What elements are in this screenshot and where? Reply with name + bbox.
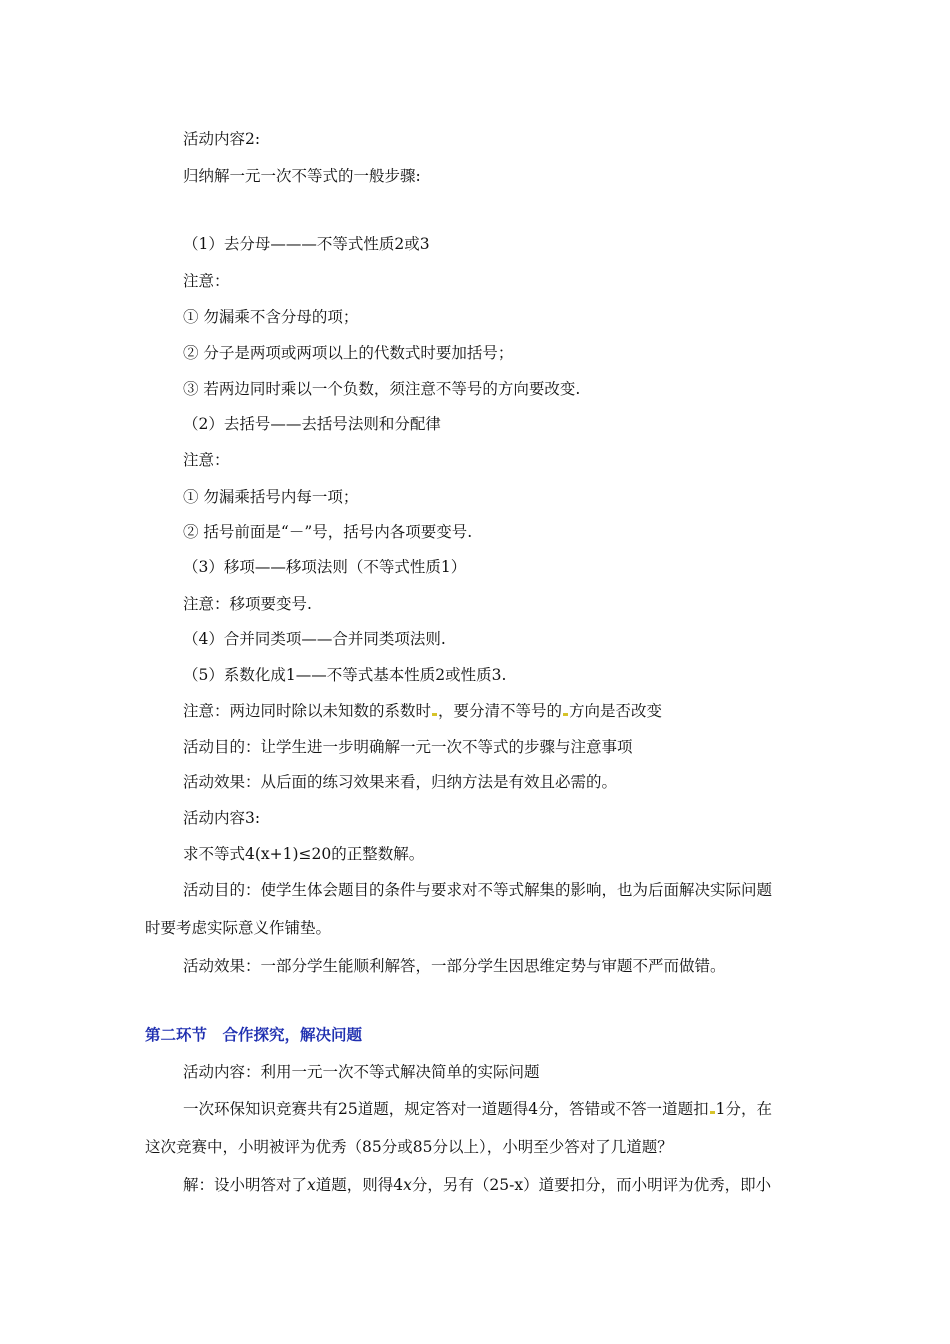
note-item: ② 括号前面是“－”号，括号内各项要变号.	[183, 523, 473, 541]
text-segment: 解：设小明答对了	[183, 1176, 308, 1194]
activity-effect: 活动效果：从后面的练习效果来看，归纳方法是有效且必需的。	[183, 773, 618, 791]
problem-line: 求不等式4(x+1)≤20的正整数解。	[183, 845, 425, 863]
text-segment: 分，另有（25-x）道要扣分，而小明评为优秀，即小	[411, 1176, 772, 1194]
note-line	[183, 701, 662, 721]
edit-mark	[563, 713, 568, 716]
note-line: 注意：移项要变号.	[183, 595, 312, 613]
activity-purpose: 活动目的：让学生进一步明确解一元一次不等式的步骤与注意事项	[183, 738, 633, 756]
text-segment: 道题，则得4	[315, 1176, 404, 1194]
step-3: （3）移项——移项法则（不等式性质1）	[183, 558, 467, 576]
text-segment: 1分，在	[715, 1100, 772, 1118]
steps-title: 归纳解一元一次不等式的一般步骤:	[183, 167, 421, 185]
section-heading: 第二环节 合作探究，解决问题	[145, 1026, 363, 1044]
step-2: （2）去括号——去括号法则和分配律	[183, 415, 441, 433]
note-item: ③ 若两边同时乘以一个负数，须注意不等号的方向要改变.	[183, 380, 581, 398]
note-label: 注意：	[183, 272, 230, 290]
note-label: 注意：	[183, 451, 230, 469]
solution-line	[183, 1175, 771, 1195]
activity-content-2: 活动内容2:	[183, 130, 261, 148]
activity-content-3: 活动内容3:	[183, 809, 261, 827]
step-5: （5）系数化成1——不等式基本性质2或性质3.	[183, 666, 507, 684]
activity-purpose-cont: 时要考虑实际意义作铺垫。	[145, 919, 332, 937]
text-segment: 注意：两边同时除以未知数的系数时	[183, 702, 432, 720]
problem-line	[183, 1099, 772, 1119]
activity-content: 活动内容：利用一元一次不等式解决简单的实际问题	[183, 1063, 540, 1081]
note-item: ① 勿漏乘不含分母的项；	[183, 308, 359, 326]
step-1: （1）去分母———不等式性质2或3	[183, 235, 430, 253]
problem-line-cont: 这次竞赛中，小明被评为优秀（85分或85分以上），小明至少答对了几道题？	[145, 1138, 673, 1156]
edit-mark	[432, 713, 437, 716]
activity-purpose: 活动目的：使学生体会题目的条件与要求对不等式解集的影响，也为后面解决实际问题	[183, 881, 773, 899]
note-item: ① 勿漏乘括号内每一项；	[183, 488, 359, 506]
edit-mark	[710, 1111, 715, 1114]
text-segment: 方向是否改变	[569, 702, 663, 720]
text-segment: ，要分清不等号的	[438, 702, 563, 720]
note-item: ② 分子是两项或两项以上的代数式时要加括号；	[183, 344, 514, 362]
variable-x: x	[403, 1176, 412, 1194]
text-segment: 一次环保知识竞赛共有25道题，规定答对一道题得4分，答错或不答一道题扣	[183, 1100, 709, 1118]
step-4: （4）合并同类项——合并同类项法则.	[183, 630, 446, 648]
variable-x: x	[307, 1176, 316, 1194]
activity-effect: 活动效果：一部分学生能顺利解答，一部分学生因思维定势与审题不严而做错。	[183, 957, 726, 975]
